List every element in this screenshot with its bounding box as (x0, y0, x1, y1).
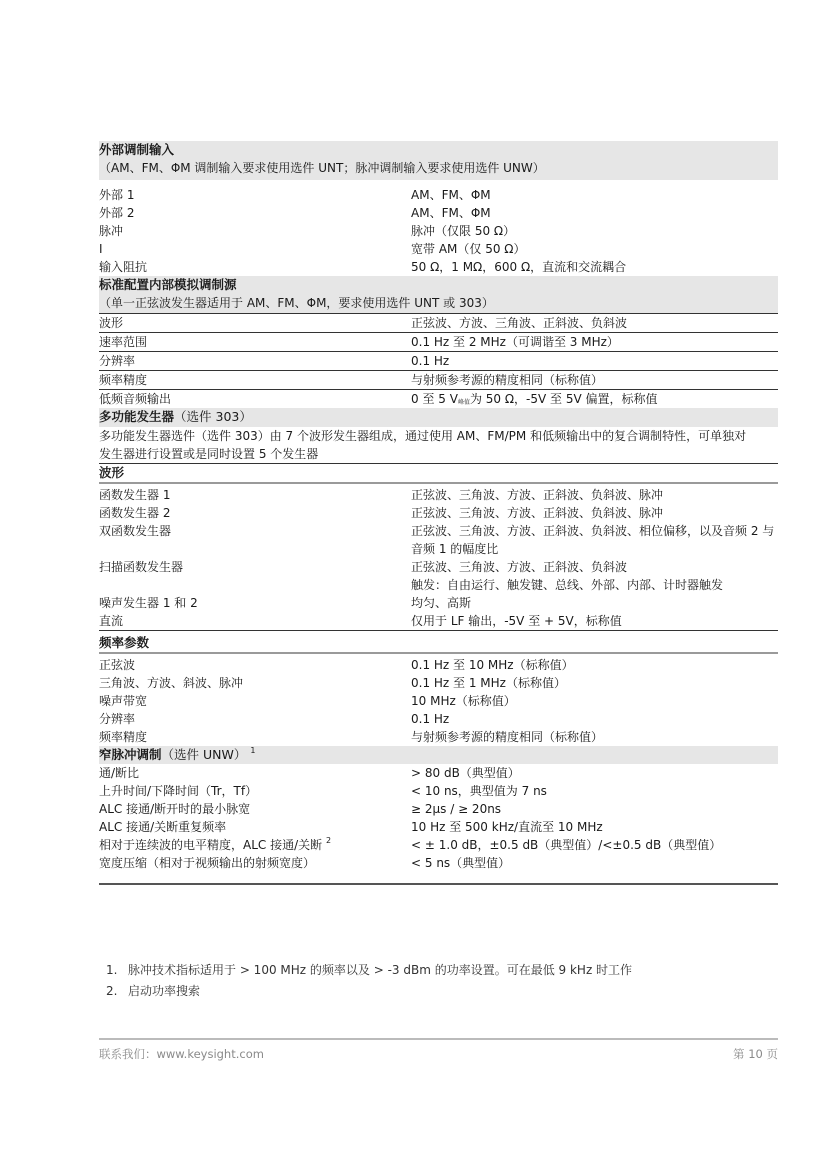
spec-row (99, 656, 778, 674)
spec-label: 通/断比 (99, 766, 140, 780)
spec-row (99, 594, 778, 612)
spec-label: ALC 接通/断开时的最小脉宽 (99, 802, 251, 816)
spec-label: 函数发生器 1 (99, 488, 171, 502)
spec-value: 正弦波、三角波、方波、正斜波、负斜波、相位偏移，以及音频 2 与音频 1 的幅度比 (411, 524, 775, 556)
spec-value (411, 558, 778, 594)
spec-label: 输入阻抗 (99, 260, 148, 274)
spec-value: 50 Ω，1 MΩ，600 Ω，直流和交流耦合 (411, 260, 627, 274)
spec-row (99, 836, 778, 854)
spec-label: 上升时间/下降时间（Tr，Tf） (99, 784, 258, 798)
spec-row (99, 371, 778, 390)
spec-row (99, 728, 778, 746)
page-number: 第 10 页 (733, 1047, 778, 1061)
spec-label: 正弦波 (99, 658, 136, 672)
value-text: 为 50 Ω，-5V 至 5V 偏置，标称值 (469, 392, 658, 406)
value-line: 触发：自由运行、触发键、总线、外部、内部、计时器触发 (411, 578, 724, 592)
spec-row (99, 692, 778, 710)
spec-row (99, 258, 778, 276)
section-header-internal-mod (99, 276, 778, 314)
spec-label: 函数发生器 2 (99, 506, 171, 520)
spec-label: 分辨率 (99, 712, 136, 726)
section-title: 窄脉冲调制 (99, 747, 162, 762)
spec-value: 10 MHz（标称值） (411, 694, 516, 708)
contact-link[interactable]: 联系我们：www.keysight.com (99, 1047, 264, 1061)
section-title: 频率参数 (99, 635, 150, 650)
spec-value: 0.1 Hz 至 10 MHz（标称值） (411, 658, 574, 672)
spec-label: 波形 (99, 316, 124, 330)
spec-value: 正弦波、方波、三角波、正斜波、负斜波 (411, 316, 628, 330)
footer-divider (99, 1038, 778, 1040)
spec-value: 0.1 Hz 至 2 MHz（可调谐至 3 MHz） (411, 335, 619, 349)
footnote-text: 脉冲技术指标适用于 > 100 MHz 的频率以及 > -3 dBm 的功率设置。可在最低 9 kHz 时工作 (128, 963, 633, 977)
value-line: 正弦波、三角波、方波、正斜波、负斜波 (411, 560, 628, 574)
footnote-number: 2. (106, 984, 118, 998)
spec-label (99, 836, 411, 854)
label-text: 相对于连续波的电平精度，ALC 接通/关断 (99, 838, 323, 852)
section-header-external-mod (99, 141, 778, 180)
section-header-waveform (99, 464, 778, 484)
section-header-narrow-pulse (99, 746, 778, 764)
section-title: 多功能发生器 (99, 409, 175, 424)
value-text: 0 至 5 V (411, 392, 458, 406)
section-subtitle: （单一正弦波发生器适用于 AM、FM、ΦM，要求使用选件 UNT 或 303） (99, 296, 494, 310)
spec-row (99, 674, 778, 692)
footnote-ref: 2 (325, 836, 332, 845)
spec-label: ALC 接通/关断重复频率 (99, 820, 227, 834)
spec-row (99, 782, 778, 800)
spec-row (99, 204, 778, 222)
spec-label: 直流 (99, 614, 124, 628)
spec-row (99, 818, 778, 836)
spec-value: 0.1 Hz 至 1 MHz（标称值） (411, 676, 566, 690)
section-description: 多功能发生器选件（选件 303）由 7 个波形发生器组成，通过使用 AM、FM/PM 和低频输出中的复合调制特性，可单独对发生器进行设置或是同时设置 5 个发生器 (99, 427, 778, 464)
spec-row (99, 764, 778, 782)
footnote (106, 981, 632, 1002)
spec-label: I (99, 242, 103, 256)
spec-value: AM、FM、ΦM (411, 206, 491, 220)
section-header-freq-params (99, 634, 778, 654)
footnote (106, 960, 632, 981)
spec-value: 宽带 AM（仅 50 Ω） (411, 242, 526, 256)
spec-label: 分辨率 (99, 354, 136, 368)
spec-row (99, 522, 778, 558)
spec-value: AM、FM、ΦM (411, 188, 491, 202)
spec-row (99, 710, 778, 728)
spec-value: 与射频参考源的精度相同（标称值） (411, 730, 604, 744)
spec-row (99, 240, 778, 258)
spec-label: 脉冲 (99, 224, 124, 238)
spec-value: 脉冲（仅限 50 Ω） (411, 224, 516, 238)
spec-value: 0.1 Hz (411, 712, 450, 726)
spec-label: 速率范围 (99, 335, 148, 349)
spec-value: 均匀、高斯 (411, 596, 472, 610)
spec-row (99, 854, 778, 872)
spec-value: 仅用于 LF 输出，-5V 至 + 5V，标称值 (411, 614, 622, 628)
spec-value: 正弦波、三角波、方波、正斜波、负斜波、脉冲 (411, 506, 664, 520)
spec-label: 双函数发生器 (99, 524, 172, 538)
spec-value: 正弦波、三角波、方波、正斜波、负斜波、脉冲 (411, 488, 664, 502)
spec-label: 三角波、方波、斜波、脉冲 (99, 676, 244, 690)
spec-row (99, 800, 778, 818)
spec-label: 频率精度 (99, 730, 148, 744)
spec-table (99, 141, 778, 872)
spec-value: < ± 1.0 dB，±0.5 dB（典型值）/<±0.5 dB（典型值） (411, 838, 722, 852)
section-title-suffix: （选件 303） (174, 409, 252, 424)
spec-value: < 5 ns（典型值） (411, 856, 511, 870)
section-header-multi-gen (99, 408, 778, 427)
spec-row (99, 390, 778, 408)
spec-row (99, 504, 778, 522)
spec-value: 与射频参考源的精度相同（标称值） (411, 373, 604, 387)
spec-row (99, 486, 778, 504)
spec-row (99, 314, 778, 333)
spec-label: 低频音频输出 (99, 392, 172, 406)
spec-label: 噪声带宽 (99, 694, 148, 708)
spec-row (99, 186, 778, 204)
spec-label: 扫描函数发生器 (99, 560, 184, 574)
spec-value: > 80 dB（典型值） (411, 766, 520, 780)
spec-value (411, 390, 778, 408)
spec-label: 外部 1 (99, 188, 135, 202)
spec-row (99, 558, 778, 594)
footnotes (106, 960, 632, 1002)
spec-value: < 10 ns，典型值为 7 ns (411, 784, 547, 798)
table-end-divider (99, 883, 778, 885)
spec-row (99, 352, 778, 371)
spec-row (99, 612, 778, 631)
footnote-ref: 1 (250, 746, 256, 755)
page-footer (99, 1046, 778, 1062)
footnote-text: 启动功率搜索 (128, 984, 201, 998)
spec-label: 外部 2 (99, 206, 135, 220)
spec-row (99, 222, 778, 240)
spec-label: 宽度压缩（相对于视频输出的射频宽度） (99, 856, 316, 870)
spec-value: 10 Hz 至 500 kHz/直流至 10 MHz (411, 820, 603, 834)
spec-label: 噪声发生器 1 和 2 (99, 596, 198, 610)
spec-value: 0.1 Hz (411, 354, 450, 368)
spec-value: ≥ 2μs / ≥ 20ns (411, 802, 502, 816)
footnote-number: 1. (106, 963, 118, 977)
section-title: 波形 (99, 465, 125, 480)
section-title: 外部调制输入 (99, 142, 175, 157)
spec-label: 频率精度 (99, 373, 148, 387)
section-subtitle: （AM、FM、ΦM 调制输入要求使用选件 UNT；脉冲调制输入要求使用选件 UNW） (99, 161, 545, 175)
section-title-suffix: （选件 UNW） (161, 747, 247, 762)
section-title: 标准配置内部模拟调制源 (99, 277, 237, 292)
spec-row (99, 333, 778, 352)
subscript-peak: 峰值 (457, 399, 470, 406)
